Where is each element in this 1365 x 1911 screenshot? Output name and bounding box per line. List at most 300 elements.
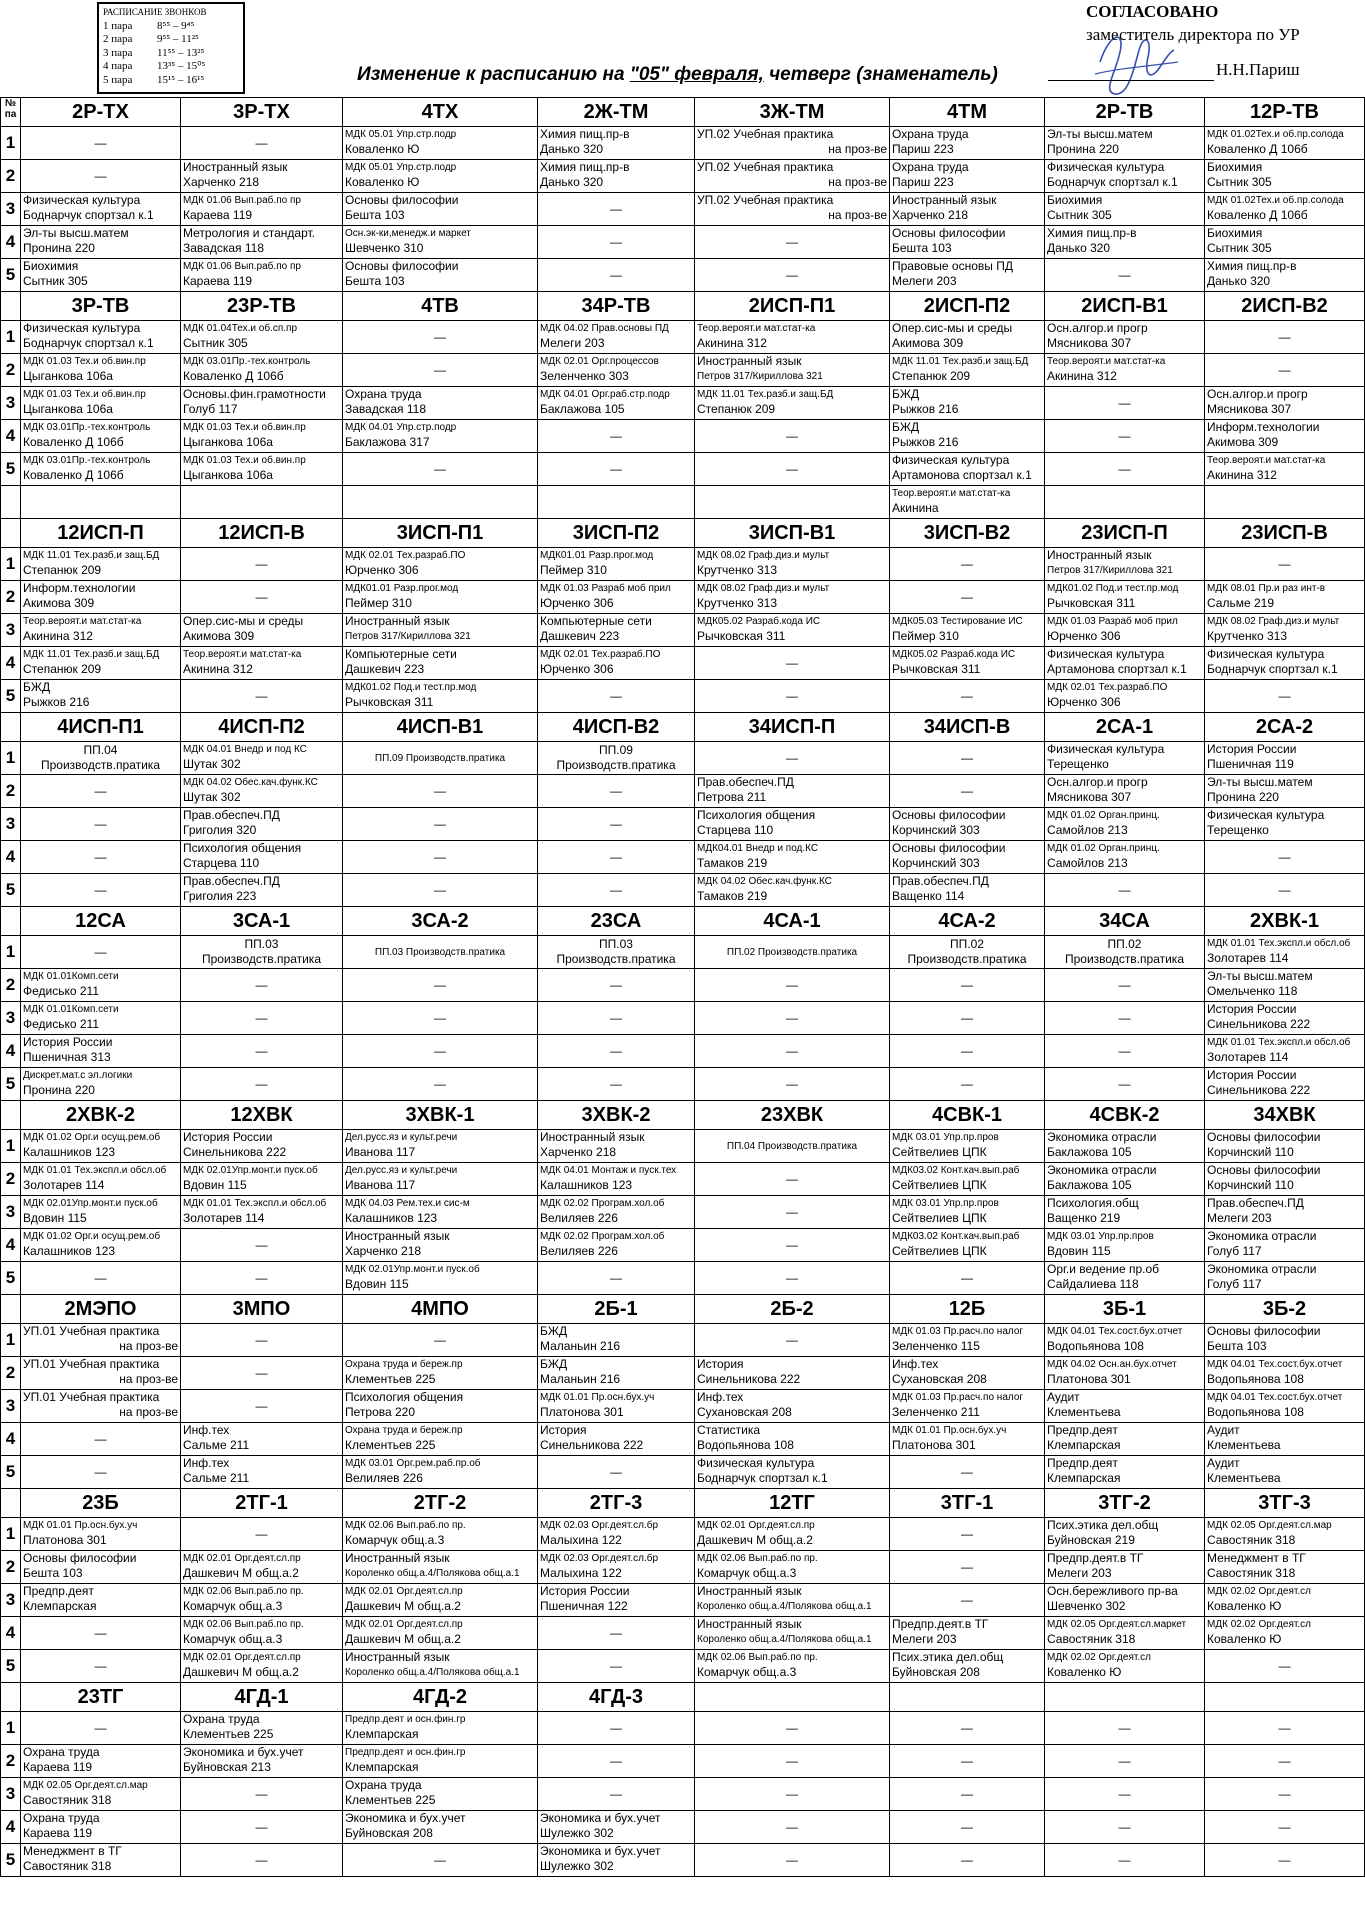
lesson-subject: Осн.бережливого пр-ва: [1047, 1584, 1178, 1598]
lesson-teacher-room: Боднарчук спортзал к.1: [1047, 175, 1178, 189]
lesson-cell: —: [890, 1712, 1045, 1745]
lesson-row: [1, 226, 1365, 259]
lesson-cell: [695, 193, 890, 226]
lesson-cell: [1205, 936, 1365, 969]
lesson-subject: МДК 03.01 Упр.пр.пров: [1047, 1231, 1154, 1242]
lesson-teacher-room: Синельникова 222: [183, 1145, 287, 1159]
lesson-subject: МДК 02.03 Орг.деят.сл.бр: [540, 1553, 659, 1564]
lesson-teacher-room: Завадская 118: [183, 241, 264, 255]
lesson-subject: МДК 02.02 Орг.деят.сл: [1047, 1652, 1151, 1663]
pair-number-header: № па: [1, 98, 21, 127]
lesson-teacher-room: Дашкевич М общ.а.2: [345, 1632, 461, 1646]
pair-number-header: [1, 1295, 21, 1324]
lesson-subject: УП.02 Учебная практика: [697, 127, 834, 141]
pair-number: 4: [1, 1811, 21, 1844]
lesson-teacher-room: Тамаков 219: [697, 856, 768, 870]
lesson-subject: УП.02 Учебная практика: [697, 193, 834, 207]
lesson-cell: [538, 387, 695, 420]
group-name: 3Б-2: [1205, 1295, 1365, 1324]
lesson-teacher-room: Цыганкова 106а: [183, 435, 273, 449]
lesson-cell: [1205, 1068, 1365, 1101]
title-suffix: четверг (знаменатель): [763, 64, 998, 85]
lesson-teacher-room: Сытник 305: [183, 336, 248, 350]
lesson-cell: —: [343, 1324, 538, 1357]
lesson-cell: [181, 1163, 343, 1196]
lesson-teacher-room: Сальме 211: [183, 1471, 250, 1485]
lesson-teacher-room: Голуб 117: [1207, 1277, 1262, 1291]
lesson-cell: [343, 1130, 538, 1163]
lesson-cell: —: [343, 775, 538, 808]
lesson-subject: История России: [1207, 742, 1297, 756]
lesson-cell: —: [538, 420, 695, 453]
pair-number: 1: [1, 127, 21, 160]
pair-number: 4: [1, 841, 21, 874]
pair-number-header: [1, 292, 21, 321]
lesson-subject: Инф.тех: [697, 1390, 744, 1404]
lesson-teacher-room: Иванова 117: [345, 1178, 416, 1192]
lesson-subject: МДК 01.03 Разраб моб прил: [540, 583, 671, 594]
lesson-row: [1, 387, 1365, 420]
lesson-cell: [538, 742, 695, 775]
lesson-subject: История России: [540, 1584, 630, 1598]
lesson-cell: —: [1205, 841, 1365, 874]
lesson-teacher-room: Бешта 103: [1207, 1339, 1267, 1353]
lesson-subject: ПП.09: [599, 743, 633, 757]
lesson-teacher-room: Баклажова 105: [1047, 1178, 1132, 1192]
lesson-teacher-room: Пшеничная 119: [1207, 757, 1294, 771]
lesson-cell: —: [21, 1456, 181, 1489]
lesson-cell: [695, 160, 890, 193]
lesson-subject: МДК 01.03 Пр.расч.по налог: [892, 1392, 1024, 1403]
lesson-teacher-room: Дашкевич М общ.а.2: [183, 1665, 299, 1679]
lesson-cell: [695, 874, 890, 907]
lesson-subject: Аудит: [1207, 1456, 1240, 1470]
lesson-teacher-room: Рыжков 216: [892, 435, 959, 449]
lesson-subject: Основы философии: [23, 1551, 137, 1565]
group-name: 4СА-2: [890, 907, 1045, 936]
lesson-cell: [1045, 1518, 1205, 1551]
lesson-teacher-room: Калашников 123: [345, 1211, 438, 1225]
pair-number: 3: [1, 1584, 21, 1617]
lesson-teacher-room: на проз-ве: [828, 142, 887, 156]
group-name: 4ИСП-В2: [538, 713, 695, 742]
lesson-cell: [695, 321, 890, 354]
group-name: 2Р-ТХ: [21, 98, 181, 127]
lesson-teacher-room: Бешта 103: [892, 241, 952, 255]
lesson-subject: Иностранный язык: [697, 1584, 802, 1598]
group-header-row: [1, 1101, 1365, 1130]
lesson-teacher-room: Харченко 218: [540, 1145, 617, 1159]
lesson-subject: Экономика отрасли: [1207, 1229, 1317, 1243]
title-date: "05" февраля,: [629, 64, 764, 85]
lesson-subject: МДК 01.02 Орган.принц.: [1047, 810, 1160, 821]
lesson-subject: БЖД: [23, 680, 51, 694]
lesson-cell: —: [890, 1551, 1045, 1584]
group-name: 2ТГ-1: [181, 1489, 343, 1518]
lesson-row: [1, 1390, 1365, 1423]
lesson-teacher-room: Короленко общ.а.4/Полякова общ.а.1: [345, 1568, 520, 1579]
lesson-cell: [343, 1551, 538, 1584]
lesson-subject: Дел.русс.яз и культ.речи: [345, 1132, 458, 1143]
lesson-teacher-room: Савостяник 318: [1207, 1566, 1296, 1580]
lesson-subject: МДК01.01 Разр.прог.мод: [540, 550, 654, 561]
group-name: [1045, 1683, 1205, 1712]
lesson-cell: —: [181, 680, 343, 713]
lesson-cell: [21, 259, 181, 292]
lesson-subject: Иностранный язык: [892, 193, 997, 207]
lesson-cell: —: [181, 1357, 343, 1390]
lesson-subject: Осн.алгор.и прогр: [1207, 387, 1308, 401]
group-name: 2ТГ-3: [538, 1489, 695, 1518]
lesson-cell: [21, 486, 181, 519]
lesson-teacher-room: Синельникова 222: [1207, 1083, 1311, 1097]
lesson-cell: [181, 808, 343, 841]
lesson-subject: МДК 04.01 Орг.раб.стр.подр: [540, 389, 670, 400]
lesson-teacher-room: Крутченко 313: [697, 563, 777, 577]
lesson-cell: [1205, 160, 1365, 193]
lesson-teacher-room: Пшеничная 313: [23, 1050, 111, 1064]
lesson-cell: [21, 1163, 181, 1196]
lesson-teacher-room: Пшеничная 122: [540, 1599, 628, 1613]
lesson-cell: [1205, 193, 1365, 226]
lesson-cell: [890, 420, 1045, 453]
lesson-row: [1, 548, 1365, 581]
lesson-cell: [890, 936, 1045, 969]
approver-title: заместитель директора по УР: [1086, 25, 1300, 44]
lesson-cell: —: [538, 874, 695, 907]
lesson-cell: —: [695, 1811, 890, 1844]
lesson-teacher-room: Комарчук общ.а.3: [183, 1632, 283, 1646]
group-header-row: [1, 519, 1365, 548]
lesson-teacher-room: Пронина 220: [23, 1083, 95, 1097]
lesson-row: [1, 1068, 1365, 1101]
lesson-cell: [21, 1068, 181, 1101]
lesson-subject: Прав.обеспеч.ПД: [183, 808, 280, 822]
lesson-row: [1, 1650, 1365, 1683]
lesson-cell: [181, 1712, 343, 1745]
lesson-row: [1, 1002, 1365, 1035]
lesson-cell: [1045, 193, 1205, 226]
lesson-teacher-room: Зеленченко 303: [540, 369, 629, 383]
lesson-cell: [21, 1844, 181, 1877]
lesson-subject: МДК 01.06 Вып.раб.по пр: [183, 195, 301, 206]
lesson-row: [1, 453, 1365, 486]
lesson-subject: МДК 04.01 Тех.сост.бух.отчет: [1047, 1326, 1183, 1337]
group-name: 23Р-ТВ: [181, 292, 343, 321]
lesson-teacher-room: Велиляев 226: [540, 1244, 618, 1258]
lesson-cell: [890, 160, 1045, 193]
lesson-cell: [890, 1617, 1045, 1650]
lesson-subject: ПП.09 Производств.пратика: [374, 752, 506, 764]
lesson-cell: [343, 1518, 538, 1551]
lesson-teacher-room: Пеймер 310: [540, 563, 607, 577]
lesson-cell: [343, 226, 538, 259]
lesson-subject: Охрана труда: [892, 127, 969, 141]
lesson-teacher-room: Платонова 301: [1047, 1372, 1131, 1386]
lesson-cell: [695, 614, 890, 647]
lesson-row: [1, 1617, 1365, 1650]
lesson-cell: [181, 387, 343, 420]
lesson-cell: [1205, 387, 1365, 420]
lesson-cell: [181, 1584, 343, 1617]
lesson-cell: [695, 354, 890, 387]
lesson-cell: [343, 1390, 538, 1423]
group-name: [890, 1683, 1045, 1712]
lesson-cell: [1045, 1456, 1205, 1489]
lesson-cell: —: [1045, 259, 1205, 292]
lesson-cell: [1205, 1130, 1365, 1163]
lesson-teacher-room: Синельникова 222: [697, 1372, 801, 1386]
lesson-teacher-room: Юрченко 306: [540, 596, 614, 610]
lesson-cell: [695, 936, 890, 969]
lesson-subject: МДК 02.01 Тех.разраб.ПО: [1047, 682, 1168, 693]
group-name: 2Б-1: [538, 1295, 695, 1324]
group-name: 2ИСП-В2: [1205, 292, 1365, 321]
lesson-subject: Осн.алгор.и прогр: [1047, 321, 1148, 335]
lesson-cell: —: [21, 936, 181, 969]
lesson-row: [1, 1035, 1365, 1068]
lesson-teacher-room: Калашников 123: [23, 1244, 116, 1258]
lesson-subject: МДК 11.01 Тех.разб.и защ.БД: [892, 356, 1029, 367]
pair-number-header: [1, 1101, 21, 1130]
lesson-teacher-room: Корчинский 110: [1207, 1145, 1294, 1159]
group-name: 2МЭПО: [21, 1295, 181, 1324]
lesson-cell: [1205, 420, 1365, 453]
lesson-cell: [181, 160, 343, 193]
lesson-subject: Биохимия: [1047, 193, 1103, 207]
lesson-subject: МДК 01.02 Орган.принц.: [1047, 843, 1160, 854]
lesson-cell: [21, 548, 181, 581]
lesson-cell: [890, 1423, 1045, 1456]
lesson-cell: [21, 1002, 181, 1035]
lesson-subject: История: [540, 1423, 587, 1437]
lesson-cell: [1205, 1196, 1365, 1229]
lesson-subject: Физическая культура: [23, 193, 141, 207]
lesson-teacher-room: Вдовин 115: [345, 1277, 409, 1291]
lesson-teacher-room: Коваленко Д 106б: [23, 468, 124, 482]
lesson-subject: Химия пищ.пр-в: [540, 127, 630, 141]
bell-pair-number: 3 пара: [103, 46, 133, 59]
group-name: 4ИСП-П1: [21, 713, 181, 742]
lesson-teacher-room: Пронина 220: [1207, 790, 1279, 804]
lesson-cell: [1045, 127, 1205, 160]
lesson-cell: [890, 1196, 1045, 1229]
lesson-cell: —: [181, 1035, 343, 1068]
lesson-cell: [181, 193, 343, 226]
lesson-subject: МДК 01.01Комп.сети: [23, 1004, 119, 1015]
lesson-cell: [181, 420, 343, 453]
lesson-cell: —: [181, 1844, 343, 1877]
group-header-row: [1, 292, 1365, 321]
lesson-cell: —: [890, 969, 1045, 1002]
lesson-cell: [538, 1423, 695, 1456]
lesson-teacher-room: Шевченко 310: [345, 241, 424, 255]
lesson-subject: МДК 04.02 Обес.кач.функ.КС: [183, 777, 318, 788]
lesson-subject: ПП.04: [83, 743, 118, 757]
lesson-cell: —: [21, 775, 181, 808]
lesson-teacher-room: Самойлов 213: [1047, 856, 1128, 870]
lesson-row: [1, 742, 1365, 775]
lesson-cell: —: [538, 193, 695, 226]
lesson-teacher-room: Корчинский 303: [892, 856, 980, 870]
lesson-teacher-room: Старцева 110: [697, 823, 774, 837]
group-name: 3Ж-ТМ: [695, 98, 890, 127]
lesson-teacher-room: Коваленко Ю: [345, 175, 420, 189]
pair-number: 5: [1, 1262, 21, 1295]
lesson-subject: МДК 08.02 Граф.диз.и мульт: [1207, 616, 1340, 627]
lesson-cell: —: [1045, 387, 1205, 420]
group-name: 4ТМ: [890, 98, 1045, 127]
lesson-subject: МДК 02.06 Вып.раб.по пр.: [183, 1619, 304, 1630]
lesson-subject: Иностранный язык: [697, 1617, 802, 1631]
lesson-subject: Психология общения: [697, 808, 816, 822]
pair-number-header: [1, 713, 21, 742]
lesson-teacher-room: Голуб 117: [183, 402, 238, 416]
lesson-cell: —: [1045, 1844, 1205, 1877]
lesson-cell: [890, 841, 1045, 874]
lesson-teacher-room: Артамонова спортзал к.1: [1047, 662, 1187, 676]
lesson-subject: МДК 11.01 Тех.разб.и защ.БД: [23, 550, 160, 561]
lesson-cell: —: [1045, 969, 1205, 1002]
lesson-teacher-room: Зеленченко 211: [892, 1405, 980, 1419]
lesson-subject: МДК 08.02 Граф.диз.и мульт: [697, 583, 830, 594]
lesson-subject: Предпр.деят.в ТГ: [1047, 1551, 1144, 1565]
lesson-subject: УП.02 Учебная практика: [697, 160, 834, 174]
lesson-cell: [21, 581, 181, 614]
lesson-teacher-room: Караева 119: [183, 208, 253, 222]
lesson-teacher-room: Мясникова 307: [1047, 336, 1132, 350]
lesson-subject: Метрология и стандарт.: [183, 226, 315, 240]
lesson-subject: Инф.тех: [183, 1423, 230, 1437]
lesson-cell: [21, 453, 181, 486]
title-prefix: Изменение к расписанию на: [357, 64, 630, 85]
lesson-cell: —: [538, 808, 695, 841]
lesson-cell: [695, 1584, 890, 1617]
lesson-teacher-room: Петров 317/Кириллова 321: [345, 631, 471, 642]
lesson-teacher-room: Юрченко 306: [540, 662, 614, 676]
lesson-cell: [21, 387, 181, 420]
lesson-cell: [343, 193, 538, 226]
lesson-subject: История России: [1207, 1002, 1297, 1016]
lesson-subject: Основы философии: [345, 193, 459, 207]
lesson-cell: [343, 548, 538, 581]
group-name: 12ИСП-В: [181, 519, 343, 548]
lesson-cell: [1045, 1357, 1205, 1390]
lesson-teacher-room: Данько 320: [1207, 274, 1271, 288]
lesson-cell: —: [538, 259, 695, 292]
lesson-cell: —: [181, 969, 343, 1002]
lesson-subject: Экономика отрасли: [1047, 1130, 1157, 1144]
lesson-cell: [21, 226, 181, 259]
lesson-teacher-room: Петров 317/Кириллова 321: [697, 371, 823, 382]
lesson-subject: МДК 02.01 Тех.разраб.ПО: [345, 550, 466, 561]
lesson-teacher-room: Синельникова 222: [540, 1438, 644, 1452]
lesson-teacher-room: Водопьянова 108: [1047, 1339, 1144, 1353]
lesson-teacher-room: Корчинский 110: [1207, 1178, 1294, 1192]
lesson-subject: Иностранный язык: [345, 1650, 450, 1664]
lesson-subject: МДК 02.01 Орг.деят.сл.пр: [183, 1553, 301, 1564]
lesson-cell: —: [1045, 420, 1205, 453]
lesson-teacher-room: Комарчук общ.а.3: [697, 1566, 797, 1580]
lesson-cell: [890, 387, 1045, 420]
lesson-teacher-room: Клементьев 225: [345, 1372, 436, 1386]
pair-number-header: [1, 907, 21, 936]
lesson-cell: [343, 1163, 538, 1196]
lesson-subject: История России: [183, 1130, 273, 1144]
lesson-cell: —: [695, 420, 890, 453]
lesson-teacher-room: Коваленко Д 106б: [183, 369, 284, 383]
lesson-cell: [21, 614, 181, 647]
lesson-cell: —: [1205, 1712, 1365, 1745]
lesson-subject: Прав.обеспеч.ПД: [1207, 1196, 1304, 1210]
lesson-teacher-room: Сальме 211: [183, 1438, 250, 1452]
lesson-teacher-room: Терещенко: [1207, 823, 1269, 837]
lesson-cell: [1045, 1650, 1205, 1683]
lesson-cell: [1205, 127, 1365, 160]
lesson-subject: Основы философии: [1207, 1163, 1321, 1177]
group-name: 2ТГ-2: [343, 1489, 538, 1518]
lesson-teacher-room: Комарчук общ.а.3: [345, 1533, 445, 1547]
lesson-cell: —: [181, 1811, 343, 1844]
lesson-teacher-room: Самойлов 213: [1047, 823, 1128, 837]
lesson-cell: —: [890, 680, 1045, 713]
group-name: 34Р-ТВ: [538, 292, 695, 321]
lesson-teacher-room: Мелеги 203: [892, 1632, 957, 1646]
lesson-row: [1, 1163, 1365, 1196]
lesson-cell: —: [538, 969, 695, 1002]
lesson-cell: [538, 1163, 695, 1196]
group-name: 4СВК-1: [890, 1101, 1045, 1130]
lesson-subject: Теор.вероят.и мат.стат-ка: [1207, 455, 1326, 466]
lesson-subject: Теор.вероят.и мат.стат-ка: [23, 616, 142, 627]
pair-number: 5: [1, 1650, 21, 1683]
lesson-cell: —: [890, 1035, 1045, 1068]
lesson-cell: —: [181, 1324, 343, 1357]
lesson-teacher-room: Малыхина 122: [540, 1566, 622, 1580]
bell-schedule: [97, 2, 245, 94]
lesson-subject: Менеджмент в ТГ: [23, 1844, 122, 1858]
lesson-cell: —: [343, 321, 538, 354]
lesson-cell: [1045, 1584, 1205, 1617]
pair-number: 5: [1, 1844, 21, 1877]
pair-number: 1: [1, 936, 21, 969]
lesson-subject: МДК 01.06 Вып.раб.по пр: [183, 261, 301, 272]
lesson-subject: Основы философии: [1207, 1324, 1321, 1338]
lesson-subject: Прав.обеспеч.ПД: [183, 874, 280, 888]
pair-number-header: [1, 1489, 21, 1518]
lesson-cell: —: [538, 1456, 695, 1489]
lesson-cell: [890, 226, 1045, 259]
lesson-teacher-room: Вдовин 115: [23, 1211, 87, 1225]
lesson-subject: УП.01 Учебная практика: [23, 1324, 160, 1338]
lesson-cell: [21, 1035, 181, 1068]
lesson-subject: Иностранный язык: [1047, 548, 1152, 562]
lesson-cell: [1205, 1518, 1365, 1551]
pair-number: 2: [1, 581, 21, 614]
lesson-cell: [181, 1196, 343, 1229]
lesson-teacher-room: Коваленко Ю: [1207, 1632, 1282, 1646]
lesson-cell: [538, 1844, 695, 1877]
group-name: 3ТГ-1: [890, 1489, 1045, 1518]
lesson-teacher-room: Мелеги 203: [1207, 1211, 1272, 1225]
lesson-cell: —: [538, 1712, 695, 1745]
lesson-cell: [343, 387, 538, 420]
pair-number: 3: [1, 193, 21, 226]
lesson-subject: МДК 04.02 Осн.ан.бух.отчет: [1047, 1359, 1177, 1370]
lesson-cell: [1045, 548, 1205, 581]
bell-row: [103, 20, 239, 34]
lesson-cell: [890, 1229, 1045, 1262]
